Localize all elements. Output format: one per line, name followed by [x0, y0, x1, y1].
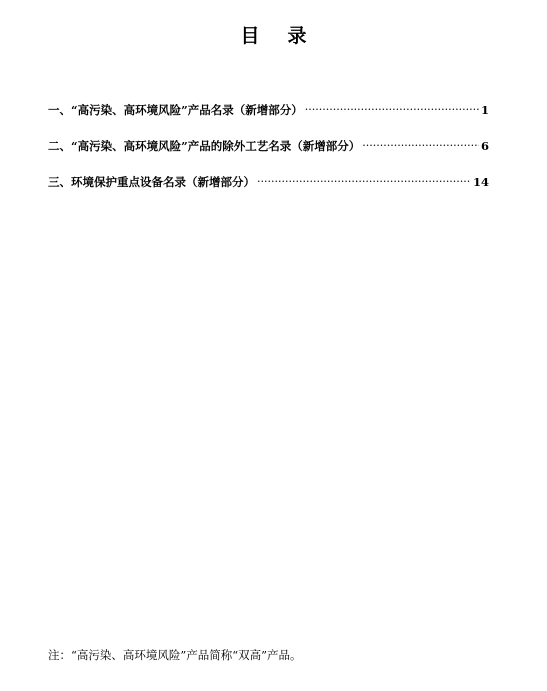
page-title: 目录 [240, 25, 335, 47]
table-of-contents [48, 96, 489, 204]
toc-dot-leader [257, 168, 471, 186]
footnote: 注：“高污染、高环境风险”产品简称“双高”产品。 [48, 648, 302, 662]
toc-page-number: 1 [480, 103, 489, 117]
toc-entry-2[interactable] [48, 132, 489, 168]
toc-entry-text: 二、“高污染、高环境风险”产品的除外工艺名录（新增部分） [48, 139, 361, 153]
toc-entry-text: 三、环境保护重点设备名录（新增部分） [48, 175, 255, 189]
toc-dot-leader [362, 132, 479, 150]
toc-page-number: 6 [480, 139, 489, 153]
toc-entry-text: 一、“高污染、高环境风险”产品名录（新增部分） [48, 103, 303, 117]
toc-entry-1[interactable] [48, 96, 489, 132]
toc-entry-3[interactable] [48, 168, 489, 204]
toc-dot-leader [305, 96, 479, 114]
toc-page-number: 14 [472, 175, 489, 189]
